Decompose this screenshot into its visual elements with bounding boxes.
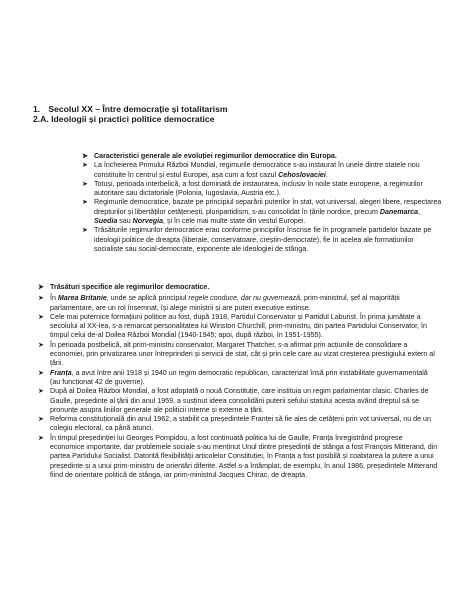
arrow-bullet-icon: ➤ [38, 369, 44, 377]
list-item: ➤ Caracteristici generale ale evoluției regimurilor democratice din Europa. [82, 152, 337, 160]
section-heading: 2.A. Ideologii și practici politice democratice [33, 114, 215, 124]
list-item: ➤ Totuși, perioada interbelică, a fost dominată de instaurarea, inclusiv în noile state europene, a regimurilor autoritare sau dictatoriale (Polonia, Iugoslavia, Austria etc.). [82, 179, 423, 198]
list-item: ➤ În perioada postbelică, alt prim-ministru conservator, Margaret Thatcher, s-a afirmat prin acțiunile de consolidare a economiei, prin privatizarea unor întreprinderi și servicii de stat, cât și prin cele care au vizat creșterea prestigiului extern al țării. [38, 340, 435, 368]
list-item: ➤ La încheierea Primului Război Mondial, regimurile democratice s-au instaurat în unele dintre statele nou constituite în centrul și estul Europei, așa cum a fost cazul Cehoslovaciei. [82, 161, 420, 179]
list-item: ➤ Franța, a avut între anii 1918 și 1940 un regim democratic republican, caracterizat însă prin instabilitate guvernamentală (au funcționat 42 de guverne). [38, 368, 428, 386]
arrow-bullet-icon: ➤ [82, 227, 88, 235]
list-item: ➤ Reforma constituțională din anul 1962, a stabilit ca președintele Franței să fie ales de cetățeni prin vot universal, nu de un colegiu electoral, ca până atunci. [38, 415, 431, 433]
list-item: ➤ Regimurile democratice, bazate pe principiul separării puterilor în stat, vot universal, alegeri libere, respectarea drepturilor și libertăților cetățenești, pluripartidism, s-au consolidat în țările nordice, precum Danemarca, Suedia sau Norvegia, și în cele mai multe state din vestul Europei. [82, 198, 442, 226]
arrow-bullet-icon: ➤ [82, 199, 88, 207]
arrow-bullet-icon: ➤ [38, 313, 44, 321]
list-item: ➤ După al Doilea Război Mondial, a fost adoptată o nouă Constituție, care instituia un regim parlamentar clasic. Charles de Gaulle, președinte al țării din anul 1959, a susținut ideea consolidării puterii șefului statului acesta având dreptul să se pronunțe asupra liniilor generale ale politicii interne și externe a țării. [38, 387, 429, 414]
general-characteristics-list [82, 152, 442, 254]
arrow-bullet-icon: ➤ [38, 388, 44, 396]
list-item: ➤ În timpul președinției lui Georges Pompidou, a fost continuată politica lui de Gaulle, Franța înregistrând progrese economice importante, dar problemele sociale s-au menținut Unul dintre președinții de stânga a fost François Mitterand, din partea Partidului Socialist. Datorită flexibilității articolelor Constituției, în Franța a fost posibilă și coabitarea la putere a unui președinte și a unui prim-ministru de orientări diferite. Astfel s-a întâmplat, de exemplu, în anul 1986, președintele Mitterand fiind de orientare politică de stânga, iar prim-ministrul Jacques Chirac, de dreapta. [38, 433, 438, 479]
arrow-bullet-icon: ➤ [38, 341, 44, 349]
arrow-bullet-icon: ➤ [82, 153, 88, 160]
arrow-bullet-icon: ➤ [38, 295, 44, 303]
chapter-heading [33, 104, 228, 114]
list-item: ➤ Cele mai puternice formațiuni politice au fost, după 1918, Partidul Conservator și Partidul Laburist. În prima jumătate a secolului al XX-lea, s-a remarcat personalitatea lui Winston Churchill, prim-ministru, din partea Partidului Conservator, în timpul celui de-al Doilea Război Mondial (1940-1945; apoi, după război, în 1951-1955). [38, 312, 427, 340]
arrow-bullet-icon: ➤ [38, 416, 44, 424]
specific-features-list [38, 283, 438, 480]
arrow-bullet-icon: ➤ [38, 434, 44, 442]
chapter-title: Secolul XX – Între democrație și totalitarism [48, 104, 228, 114]
arrow-bullet-icon: ➤ [82, 180, 88, 188]
list-item: ➤ Trăsăturile regimurilor democratice erau conforme principiilor înscrise fie în programele partidelor bazate pe ideologii politice de dreapta (liberale, conservatoare, creștin-democrate), fie în acelea ale formațiunilor socialiste sau social-democrate, exponente ale ideologiei de stânga. [82, 226, 432, 253]
arrow-bullet-icon: ➤ [82, 162, 88, 170]
chapter-number: 1. [33, 104, 41, 114]
list-item: ➤ În Marea Britanie, unde se aplică principiul regele conduce, dar nu guvernează, prim-ministrul, șef al majorității parlamentare, are un rol însemnat, își alege miniștrii și are puteri executive extinse. [38, 294, 400, 312]
arrow-bullet-icon: ➤ [38, 284, 44, 291]
list-item: ➤ Trăsături specifice ale regimurilor democratice. [38, 283, 210, 291]
